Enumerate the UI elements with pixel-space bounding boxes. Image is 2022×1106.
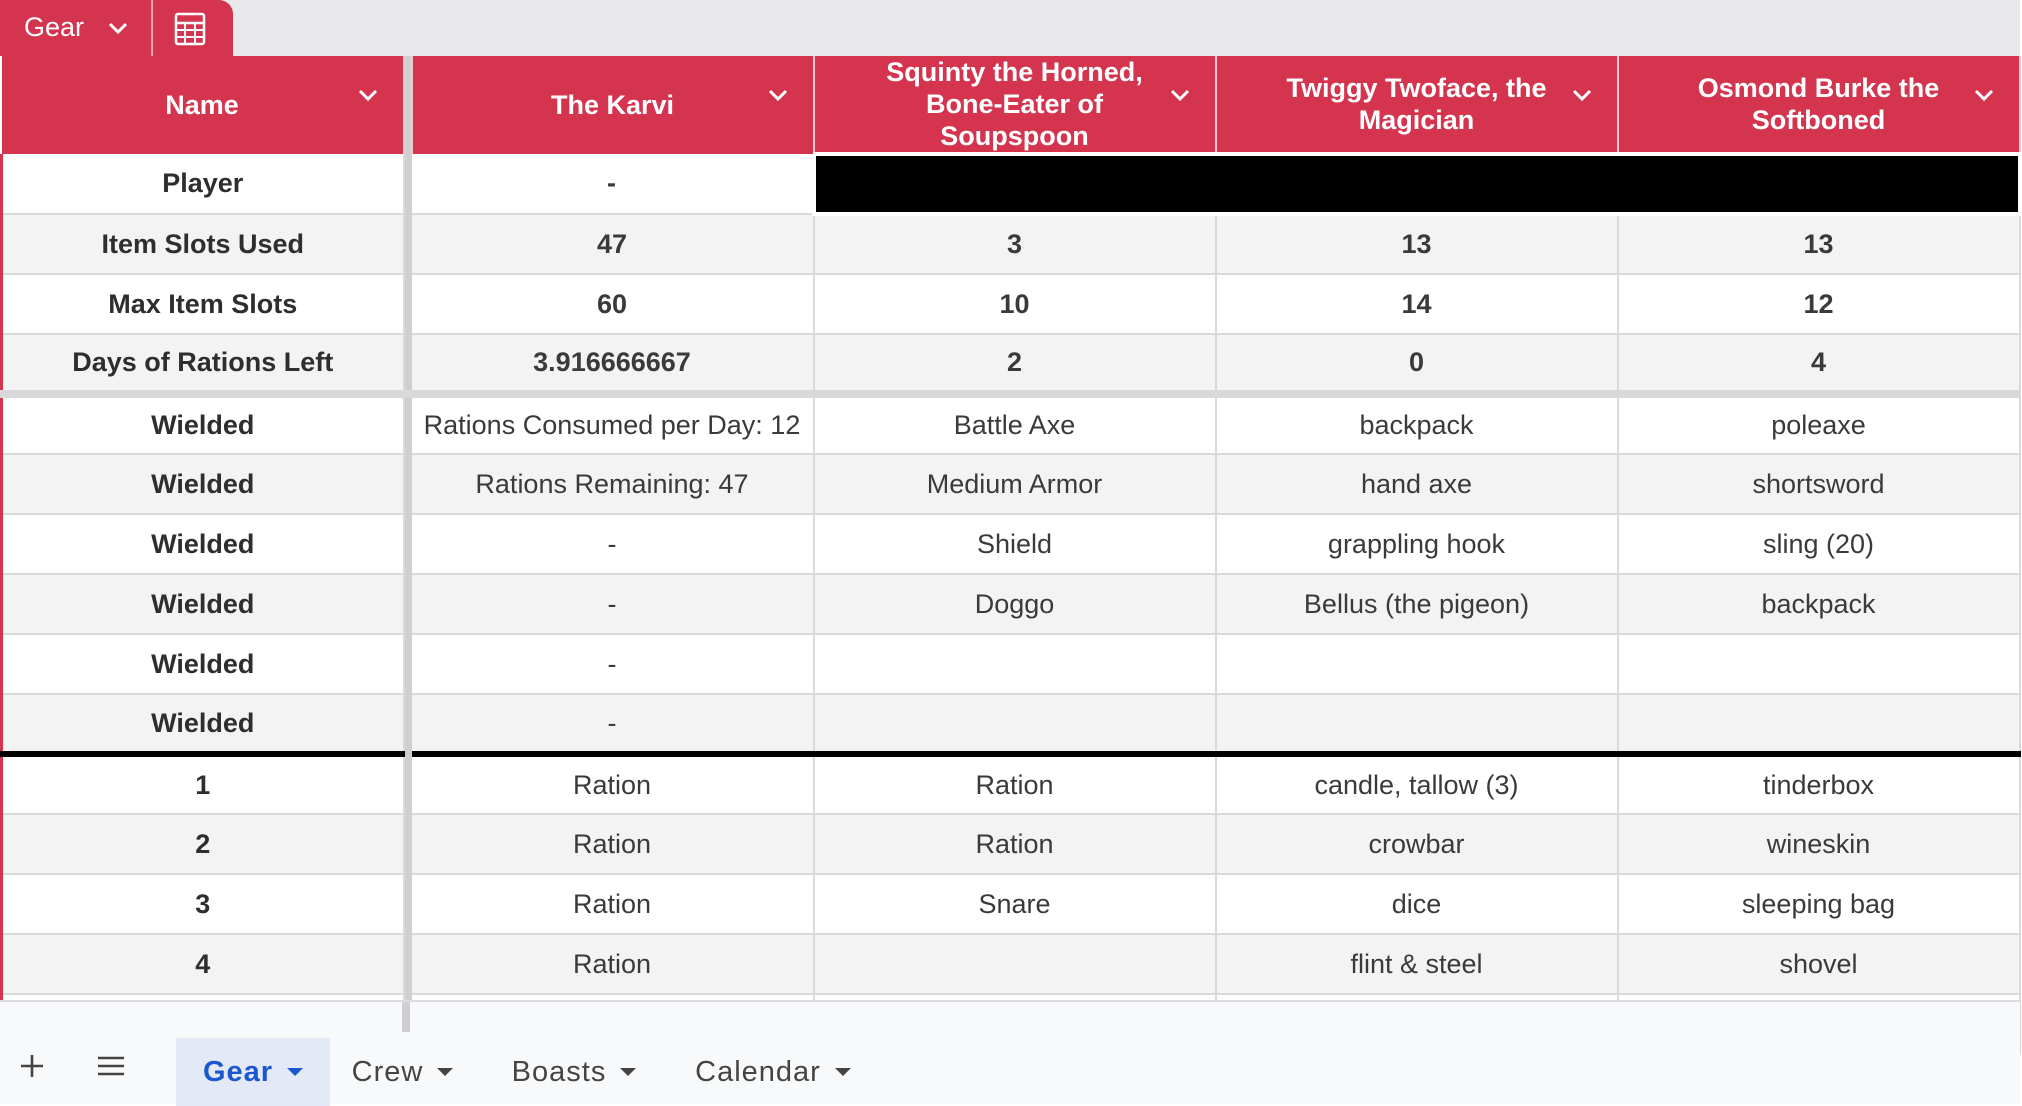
cell[interactable]: candle, tallow (3) (1216, 754, 1618, 814)
caret-down-icon[interactable] (835, 1068, 851, 1076)
row-label[interactable]: Wielded (2, 454, 404, 514)
cell[interactable]: tinderbox (1618, 754, 2020, 814)
stats-row (2, 154, 2020, 214)
cell[interactable]: Snare (814, 874, 1216, 934)
header-name[interactable] (2, 56, 404, 154)
row-label[interactable]: Player (2, 154, 404, 214)
frozen-divider (404, 154, 412, 214)
frozen-divider (404, 814, 412, 874)
slots-row (2, 874, 2020, 934)
wielded-row (2, 574, 2020, 634)
cell[interactable]: - (412, 154, 814, 214)
stats-row (2, 334, 2020, 394)
cell[interactable]: Rations Consumed per Day: 12 (412, 394, 814, 454)
tab-gear[interactable] (176, 1038, 330, 1106)
cell[interactable] (1618, 694, 2020, 754)
cell[interactable]: 14 (1216, 274, 1618, 334)
cell[interactable]: poleaxe (1618, 394, 2020, 454)
cell[interactable]: 13 (1618, 214, 2020, 274)
header-label: Osmond Burke the Softboned (1697, 73, 1940, 135)
tab-boasts[interactable] (489, 1038, 659, 1106)
wielded-row (2, 454, 2020, 514)
caret-down-icon[interactable] (287, 1068, 303, 1076)
header-character-3[interactable] (1216, 56, 1618, 154)
cell[interactable] (814, 694, 1216, 754)
wielded-row (2, 394, 2020, 454)
divider (151, 0, 153, 56)
stats-row (2, 274, 2020, 334)
frozen-divider (404, 514, 412, 574)
cell[interactable]: 12 (1618, 274, 2020, 334)
row-label[interactable]: Wielded (2, 514, 404, 574)
cell[interactable]: shortsword (1618, 454, 2020, 514)
stats-row (2, 214, 2020, 274)
cell[interactable]: 4 (1618, 334, 2020, 394)
cell[interactable] (1216, 634, 1618, 694)
slots-row (2, 754, 2020, 814)
cell[interactable]: Ration (814, 754, 1216, 814)
cell[interactable]: backpack (1618, 574, 2020, 634)
chevron-down-icon[interactable] (1569, 82, 1595, 108)
header-character-1[interactable] (412, 56, 814, 154)
chevron-down-icon[interactable] (1971, 82, 1997, 108)
cell[interactable]: Doggo (814, 574, 1216, 634)
row-label[interactable]: Max Item Slots (2, 274, 404, 334)
cell[interactable] (814, 634, 1216, 694)
wielded-row (2, 694, 2020, 754)
header-label: The Karvi (550, 90, 675, 120)
view-tab-label: Gear (24, 12, 85, 42)
frozen-divider (404, 574, 412, 634)
calculator-icon[interactable] (173, 12, 207, 46)
cell[interactable]: 60 (412, 274, 814, 334)
redacted-block (814, 154, 2020, 214)
frozen-divider (404, 334, 412, 394)
frozen-divider (404, 874, 412, 934)
slots-row (2, 814, 2020, 874)
header-label: Name (165, 90, 239, 120)
row-label[interactable]: 3 (2, 874, 404, 934)
gear-table (0, 56, 2022, 1055)
cell[interactable]: grappling hook (1216, 514, 1618, 574)
wielded-row (2, 514, 2020, 574)
cell[interactable]: - (412, 514, 814, 574)
cell[interactable]: Ration (412, 934, 814, 994)
header-character-2[interactable] (814, 56, 1216, 154)
row-label[interactable]: 2 (2, 814, 404, 874)
all-sheets-menu-icon[interactable] (96, 1052, 126, 1080)
chevron-down-icon[interactable] (765, 82, 791, 108)
row-label[interactable]: Wielded (2, 634, 404, 694)
view-tab-gear[interactable] (0, 0, 233, 56)
cell[interactable]: - (412, 634, 814, 694)
tab-calendar[interactable] (673, 1038, 873, 1106)
cell[interactable] (1618, 634, 2020, 694)
frozen-divider (402, 1002, 410, 1032)
frozen-divider (404, 694, 412, 754)
add-sheet-icon[interactable] (18, 1052, 46, 1080)
cell[interactable]: 3 (814, 214, 1216, 274)
frozen-divider (404, 454, 412, 514)
cell[interactable]: Ration (814, 814, 1216, 874)
cell[interactable]: sleeping bag (1618, 874, 2020, 934)
tab-label: Gear (202, 1055, 274, 1088)
cell[interactable]: Battle Axe (814, 394, 1216, 454)
wielded-row (2, 634, 2020, 694)
cell[interactable]: 13 (1216, 214, 1618, 274)
cell[interactable]: Ration (412, 814, 814, 874)
tab-crew[interactable] (330, 1038, 475, 1106)
caret-down-icon[interactable] (620, 1068, 636, 1076)
sheet-tab-bar (0, 1000, 2020, 1104)
chevron-down-icon[interactable] (104, 14, 132, 42)
cell[interactable]: - (412, 574, 814, 634)
tab-label: Calendar (695, 1055, 821, 1088)
chevron-down-icon[interactable] (355, 82, 381, 108)
frozen-divider (404, 274, 412, 334)
sheet-grid (0, 56, 2020, 1000)
frozen-divider (404, 934, 412, 994)
frozen-divider (404, 634, 412, 694)
row-label[interactable]: Wielded (2, 394, 404, 454)
caret-down-icon[interactable] (437, 1068, 453, 1076)
cell[interactable]: hand axe (1216, 454, 1618, 514)
cell[interactable]: Bellus (the pigeon) (1216, 574, 1618, 634)
frozen-divider (404, 56, 412, 154)
cell[interactable]: 3.916666667 (412, 334, 814, 394)
frozen-divider (404, 394, 412, 454)
cell[interactable]: crowbar (1216, 814, 1618, 874)
header-row (2, 56, 2020, 154)
cell[interactable] (1216, 694, 1618, 754)
row-label[interactable]: 1 (2, 754, 404, 814)
slots-row (2, 934, 2020, 994)
cell[interactable]: Ration (412, 754, 814, 814)
cell[interactable]: 2 (814, 334, 1216, 394)
cell[interactable] (814, 934, 1216, 994)
cell[interactable]: 10 (814, 274, 1216, 334)
header-character-4[interactable] (1618, 56, 2020, 154)
row-label[interactable]: Item Slots Used (2, 214, 404, 274)
view-toolbar (0, 0, 2020, 56)
cell[interactable]: Ration (412, 874, 814, 934)
cell[interactable]: wineskin (1618, 814, 2020, 874)
row-label[interactable]: 4 (2, 934, 404, 994)
tab-label: Crew (351, 1055, 424, 1088)
cell[interactable]: sling (20) (1618, 514, 2020, 574)
cell[interactable]: dice (1216, 874, 1618, 934)
cell[interactable]: 0 (1216, 334, 1618, 394)
frozen-divider (404, 754, 412, 814)
cell[interactable]: Rations Remaining: 47 (412, 454, 814, 514)
row-label[interactable]: Days of Rations Left (2, 334, 404, 394)
cell[interactable]: flint & steel (1216, 934, 1618, 994)
row-label[interactable]: Wielded (2, 574, 404, 634)
frozen-divider (404, 214, 412, 274)
header-label: Squinty the Horned, Bone-Eater of Soupspoon (886, 57, 1143, 151)
header-label: Twiggy Twoface, the Magician (1286, 73, 1547, 135)
cell[interactable]: - (412, 694, 814, 754)
chevron-down-icon[interactable] (1167, 82, 1193, 108)
cell[interactable]: backpack (1216, 394, 1618, 454)
cell[interactable]: shovel (1618, 934, 2020, 994)
tab-label: Boasts (511, 1055, 607, 1088)
cell[interactable]: 47 (412, 214, 814, 274)
cell[interactable]: Shield (814, 514, 1216, 574)
cell[interactable]: Medium Armor (814, 454, 1216, 514)
row-label[interactable]: Wielded (2, 694, 404, 754)
